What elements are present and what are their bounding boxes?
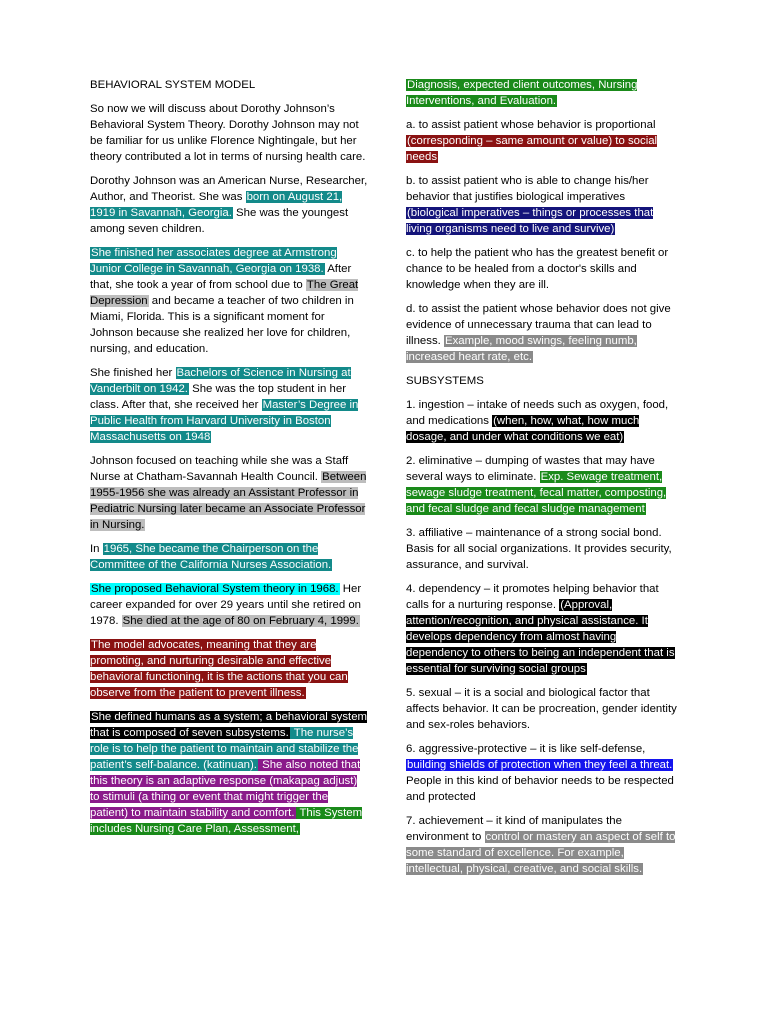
theory-paragraph	[90, 581, 368, 629]
highlight-purple: She also noted that this theory is an adaptive response (makapag adjust) to stimuli (a thing or event that might trigger the patient) to maintain stability and comfort.	[90, 759, 361, 819]
highlight-gray: She died at the age of 80 on February 4, 1999.	[122, 615, 359, 627]
text-run: 4. dependency – it promotes helping behavior that calls for a nurturing response.	[406, 583, 659, 611]
model-paragraph	[90, 637, 368, 701]
highlight-red: (corresponding – same amount or value) to social needs	[406, 135, 658, 163]
subsystem-achievement	[406, 813, 678, 877]
text-run: She finished her	[90, 367, 176, 379]
highlight-teal: She finished her associates degree at Armstrong Junior College in Savannah, Georgia on 1938.	[90, 247, 337, 275]
text-run: After that, she took a year of from school due to	[90, 263, 352, 291]
highlight-cyan: She proposed Behavioral System theory in 1968.	[91, 583, 339, 595]
system-paragraph	[90, 709, 368, 837]
highlight-teal: Master’s Degree in Public Health from Harvard University in Boston Massachusetts on 1948	[90, 399, 359, 443]
goal-c: c. to help the patient who has the greatest benefit or chance to be healed from a doctor's skills and knowledge when they are ill.	[406, 247, 669, 291]
highlight-black: She defined humans as a system; a behavioral system that is composed of seven subsystems.	[90, 711, 368, 739]
highlight-dark-gray: Example, mood swings, feeling numb, increased heart rate, etc.	[406, 335, 637, 363]
text-run: Her career expanded for over 29 years until she retired on 1978.	[90, 583, 362, 627]
highlight-dark-gray: control or mastery an aspect of self to some standard of excellence. For example, intellectual, physical, creative, and social skills.	[406, 831, 676, 875]
subsystem-eliminative	[406, 453, 678, 517]
highlight-gray: Between 1955-1956 she was already an Assistant Professor in Pediatric Nursing later became an Associate Professor in Nursing.	[90, 471, 367, 531]
highlight-green: Exp. Sewage treatment, sewage sludge treatment, fecal matter, composting, and fecal sludge and fecal sludge management	[406, 471, 667, 515]
text-run: She was the top student in her class. After that, she received her	[90, 383, 346, 411]
text-run: 6. aggressive-protective – it is like self-defense,	[406, 743, 646, 755]
text-run: and became a teacher of two children in Miami, Florida. This is a significant moment for Johnson because she realized her love for children, nursing, and education.	[90, 295, 354, 355]
highlight-teal: 1965, She became the Chairperson on the Committee of the California Nurses Association.	[90, 543, 332, 571]
highlight-teal: born on August 21, 1919 in Savannah, Georgia.	[90, 191, 343, 219]
subsystem-sexual: 5. sexual – it is a social and biological factor that affects behavior. It can be procreation, gender identity and sex-roles behaviors.	[406, 687, 677, 731]
text-run: In	[90, 543, 103, 555]
highlight-teal: Bachelors of Science in Nursing at Vanderbilt on 1942.	[90, 367, 351, 395]
highlight-black: (Approval, attention/recognition, and physical assistance. It develops dependency from almost having dependency to others to being an independent that is essential for surviving social groups	[406, 599, 675, 675]
teaching-paragraph	[90, 453, 368, 533]
continued-paragraph	[406, 77, 678, 109]
highlight-gray: The Great Depression	[90, 279, 359, 307]
highlight-blue: building shields of protection when they feel a threat.	[407, 759, 673, 771]
subsystem-affiliative: 3. affiliative – maintenance of a strong social bond. Basis for all social organizations. It provides security, assurance, and survival.	[406, 527, 672, 571]
highlight-green: This System includes Nursing Care Plan, Assessment,	[90, 807, 363, 835]
text-run: d. to assist the patient whose behavior does not give evidence of unnecessary trauma that can lead to illness.	[406, 303, 671, 347]
right-column	[406, 77, 678, 885]
highlight-black: (when, how, what, how much dosage, and under what conditions we eat)	[406, 415, 640, 443]
text-run: She was the youngest among seven children.	[90, 207, 349, 235]
birth-paragraph	[90, 173, 368, 237]
intro-paragraph: So now we will discuss about Dorothy Johnson’s Behavioral System Theory. Dorothy Johnson may not be familiar for us unlike Florence Nightingale, but her theory contributed a lot in terms of nursing health care.	[90, 103, 366, 163]
goal-b	[406, 173, 678, 237]
subsystem-ingestion	[406, 397, 678, 445]
text-run: People in this kind of behavior needs to be respected and protected	[406, 775, 674, 803]
highlight-green: Diagnosis, expected client outcomes, Nursing Interventions, and Evaluation.	[406, 79, 638, 107]
text-run: a. to assist patient whose behavior is proportional	[406, 119, 656, 131]
text-run: 7. achievement – it kind of manipulates the environment to	[406, 815, 622, 843]
text-run: 1. ingestion – intake of needs such as oxygen, food, and medications	[406, 399, 669, 427]
goal-d	[406, 301, 678, 365]
text-run: Dorothy Johnson was an American Nurse, Researcher, Author, and Theorist. She was	[90, 175, 368, 203]
education-paragraph	[90, 245, 368, 357]
highlight-red: The model advocates, meaning that they are promoting, and nurturing desirable and effective behavioral functioning, it is the actions that you can observe from the patient to prevent illness.	[90, 639, 348, 699]
text-run: Johnson focused on teaching while she was a Staff Nurse at Chatham-Savannah Health Council.	[90, 455, 349, 483]
document-title: BEHAVIORAL SYSTEM MODEL	[90, 79, 256, 91]
chairperson-paragraph	[90, 541, 368, 573]
goal-a	[406, 117, 678, 165]
subsystem-dependency	[406, 581, 678, 677]
highlight-navy: (biological imperatives – things or processes that living organisms need to live and survive)	[406, 207, 654, 235]
left-column	[90, 77, 368, 845]
subsystems-heading: SUBSYSTEMS	[406, 375, 484, 387]
highlight-teal: The nurse’s role is to help the patient to maintain and stabilize the patient’s self-balance. (katinuan).	[90, 727, 359, 771]
subsystem-aggressive-protective	[406, 741, 678, 805]
text-run: 2. eliminative – dumping of wastes that may have several ways to eliminate.	[406, 455, 655, 483]
degrees-paragraph	[90, 365, 368, 445]
text-run: b. to assist patient who is able to change his/her behavior that justifies biological imperatives	[406, 175, 649, 203]
